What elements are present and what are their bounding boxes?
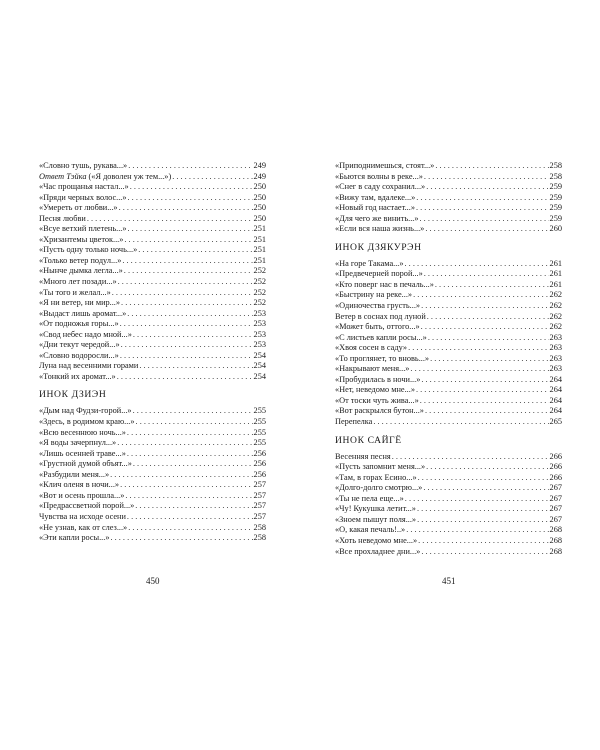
section-heading: ИНОК САЙГЁ (335, 434, 402, 446)
toc-entry-title: «Только ветер подул...» (39, 255, 122, 265)
toc-entry-page: 259 (549, 213, 562, 223)
dot-leader (418, 536, 548, 547)
toc-entry (39, 340, 266, 351)
dot-leader (133, 406, 253, 417)
toc-entry (335, 301, 562, 312)
toc-list (335, 259, 562, 428)
toc-entry-title: Перепелка (335, 417, 373, 427)
toc-entry (39, 449, 266, 460)
toc-entry-page: 258 (253, 522, 266, 532)
toc-entry-page: 259 (549, 203, 562, 213)
dot-leader (426, 462, 548, 473)
toc-entry-title (39, 172, 171, 183)
toc-entry-page: 257 (253, 501, 266, 511)
toc-entry (39, 428, 266, 439)
toc-entry-page: 253 (253, 308, 266, 318)
toc-entry (335, 385, 562, 396)
toc-entry-title: «Ты не пела еще...» (335, 493, 404, 503)
toc-entry (39, 245, 266, 256)
dot-leader (127, 428, 253, 439)
toc-entry-page: 262 (549, 290, 562, 300)
toc-entry-title: «Клич оленя в ночи...» (39, 480, 120, 490)
toc-entry (335, 473, 562, 484)
dot-leader (406, 525, 548, 536)
toc-entry-title: «Хоть неведомо мне...» (335, 535, 418, 545)
toc-entry (39, 298, 266, 309)
toc-entry (335, 462, 562, 473)
dot-leader (122, 256, 252, 267)
dot-leader (118, 277, 253, 288)
toc-entry (335, 375, 562, 386)
toc-entry-title: Весенняя песня (335, 451, 391, 461)
toc-entry (39, 523, 266, 534)
dot-leader (392, 452, 549, 463)
dot-leader (416, 385, 549, 396)
toc-entry-title: «Вот раскрылся бутон...» (335, 406, 424, 416)
toc-entry-title: Ветер в соснах под луной (335, 311, 426, 321)
toc-entry-page: 262 (549, 311, 562, 321)
toc-entry (335, 452, 562, 463)
toc-entry-page: 266 (549, 472, 562, 482)
toc-entry-page: 251 (253, 245, 266, 255)
toc-entry (39, 203, 266, 214)
toc-entry (335, 322, 562, 333)
toc-entry-page: 253 (253, 319, 266, 329)
toc-entry-page: 267 (549, 493, 562, 503)
dot-leader (413, 290, 548, 301)
toc-entry-page: 255 (253, 417, 266, 427)
toc-entry-title: «Может быть, оттого...» (335, 322, 420, 332)
toc-entry-page: 259 (549, 182, 562, 192)
page-number: 451 (442, 576, 456, 586)
toc-entry-title: «От подножья горы...» (39, 319, 119, 329)
toc-entry-title: «Ты того и желал...» (39, 287, 111, 297)
dot-leader (128, 193, 253, 204)
toc-entry (39, 277, 266, 288)
toc-entry-page: 257 (253, 490, 266, 500)
toc-entry-page: 264 (549, 406, 562, 416)
toc-list (39, 161, 266, 382)
toc-entry (335, 269, 562, 280)
dot-leader (435, 280, 549, 291)
toc-entry-page: 250 (253, 192, 266, 202)
toc-entry-page: 258 (253, 533, 266, 543)
dot-leader (426, 182, 548, 193)
toc-entry-title: «Словно водоросли...» (39, 350, 119, 360)
toc-entry-page: 258 (549, 161, 562, 170)
toc-entry (335, 172, 562, 183)
toc-entry-title: «Не узнав, как от слез...» (39, 522, 128, 532)
toc-entry-title: «Пусть одну только ночь...» (39, 245, 138, 255)
toc-entry (39, 501, 266, 512)
toc-entry-page: 251 (253, 234, 266, 244)
section-heading: ИНОК ДЗИЭН (39, 389, 107, 401)
toc-entry-title: «Пробудилась в ночи...» (335, 374, 421, 384)
toc-entry (335, 396, 562, 407)
toc-entry (39, 361, 266, 372)
toc-entry-page: 259 (549, 192, 562, 202)
toc-entry-title: Песня любви (39, 213, 86, 223)
dot-leader (124, 266, 253, 277)
toc-entry-page: 251 (253, 255, 266, 265)
toc-entry-title: «Словно тушь, рукава...» (39, 161, 128, 170)
toc-entry-title: «Лишь осенней траве...» (39, 448, 126, 458)
toc-entry (39, 319, 266, 330)
dot-leader (120, 351, 253, 362)
toc-list (335, 452, 562, 557)
dot-leader (124, 235, 252, 246)
dot-leader (125, 491, 252, 502)
toc-entry-title: «Всю весеннюю ночь...» (39, 427, 126, 437)
left-page-toc (39, 161, 266, 544)
dot-leader (127, 309, 252, 320)
dot-leader (417, 515, 548, 526)
toc-entry (39, 266, 266, 277)
toc-entry-page: 263 (549, 343, 562, 353)
toc-entry (39, 351, 266, 362)
toc-entry (335, 525, 562, 536)
toc-entry-title: «Дни текут чередой...» (39, 340, 120, 350)
toc-entry-page: 267 (549, 483, 562, 493)
toc-entry (39, 309, 266, 320)
toc-entry-page: 256 (253, 459, 266, 469)
dot-leader (138, 245, 252, 256)
toc-entry (335, 417, 562, 428)
toc-entry-page: 253 (253, 329, 266, 339)
toc-entry-title-italic: Ответ Тэйка (39, 171, 87, 181)
toc-entry (335, 182, 562, 193)
dot-leader (128, 224, 253, 235)
toc-entry-title: «Нет, неведомо мне...» (335, 385, 415, 395)
dot-leader (416, 203, 549, 214)
dot-leader (136, 417, 253, 428)
toc-entry-page: 268 (549, 535, 562, 545)
toc-entry (39, 256, 266, 267)
toc-entry-page: 257 (253, 511, 266, 521)
toc-entry-page: 255 (253, 406, 266, 416)
toc-entry-page: 250 (253, 203, 266, 213)
toc-entry (39, 372, 266, 383)
dot-leader (424, 172, 549, 183)
toc-entry-title: «Много лет позади...» (39, 277, 117, 287)
dot-leader (408, 343, 548, 354)
toc-entry-page: 264 (549, 395, 562, 405)
toc-entry-title: «На горе Такама...» (335, 258, 404, 268)
toc-entry (39, 470, 266, 481)
dot-leader (430, 354, 548, 365)
toc-entry-title: «Хвоя сосен в саду» (335, 343, 408, 353)
toc-entry-page: 262 (549, 322, 562, 332)
toc-entry-page: 263 (549, 332, 562, 342)
toc-entry-title: «Одиночества грусть...» (335, 301, 421, 311)
toc-entry-title: «Дым над Фудзи-горой...» (39, 406, 132, 416)
toc-entry (335, 494, 562, 505)
toc-entry-title: «Кто поверг нас в печаль...» (335, 279, 434, 289)
toc-entry-page: 261 (549, 258, 562, 268)
toc-entry-page: 267 (549, 504, 562, 514)
toc-entry-title: «Накрывают меня...» (335, 364, 410, 374)
dot-leader (416, 193, 548, 204)
toc-entry-page: 254 (253, 371, 266, 381)
toc-entry-page: 257 (253, 480, 266, 490)
toc-entry-title: «То проглянет, то вновь...» (335, 353, 430, 363)
toc-entry-page: 265 (549, 417, 562, 427)
toc-entry (335, 193, 562, 204)
toc-entry-page: 254 (253, 350, 266, 360)
toc-entry-title: «Нынче дымка легла...» (39, 266, 123, 276)
toc-entry-page: 264 (549, 374, 562, 384)
toc-entry (335, 224, 562, 235)
toc-entry-page: 249 (253, 171, 266, 181)
dot-leader (119, 203, 253, 214)
dot-leader (117, 438, 252, 449)
dot-leader (121, 340, 253, 351)
dot-leader (133, 330, 253, 341)
dot-leader (425, 406, 549, 417)
toc-entry-page: 266 (549, 451, 562, 461)
toc-entry (335, 312, 562, 323)
dot-leader (421, 375, 548, 386)
toc-entry-page: 264 (549, 385, 562, 395)
toc-entry-title: «Если вся наша жизнь...» (335, 224, 425, 234)
dot-leader (420, 396, 549, 407)
toc-entry-page: 252 (253, 298, 266, 308)
toc-entry-title: «Здесь, в родимом краю...» (39, 417, 135, 427)
toc-entry (39, 330, 266, 341)
dot-leader (121, 298, 253, 309)
toc-entry-title: «Я воды зачерпнул...» (39, 438, 117, 448)
toc-entry (335, 483, 562, 494)
toc-entry-page: 252 (253, 287, 266, 297)
dot-leader (421, 322, 549, 333)
toc-entry (335, 343, 562, 354)
toc-entry (39, 459, 266, 470)
toc-entry (335, 280, 562, 291)
toc-entry (335, 536, 562, 547)
toc-entry (39, 172, 266, 183)
toc-entry-page: 255 (253, 438, 266, 448)
toc-entry-page: 256 (253, 469, 266, 479)
toc-entry (39, 193, 266, 204)
toc-entry (39, 480, 266, 491)
section-heading: ИНОК ДЗЯКУРЭН (335, 241, 422, 253)
toc-entry (335, 259, 562, 270)
dot-leader (435, 161, 548, 172)
dot-leader (418, 473, 549, 484)
toc-entry-title: «Тонкий их аромат...» (39, 371, 116, 381)
toc-entry-title: «От тоски чуть жива...» (335, 395, 419, 405)
toc-entry (335, 406, 562, 417)
dot-leader (127, 449, 253, 460)
dot-leader (110, 470, 252, 481)
toc-entry-title: «Эти капли росы...» (39, 533, 110, 543)
dot-leader (117, 372, 253, 383)
dot-leader (421, 301, 548, 312)
toc-entry-page: 266 (549, 462, 562, 472)
toc-entry-title: «Снег в саду сохранил...» (335, 182, 426, 192)
toc-entry-page: 255 (253, 427, 266, 437)
toc-entry (39, 438, 266, 449)
toc-entry-page: 254 (253, 361, 266, 371)
toc-entry-page: 261 (549, 279, 562, 289)
dot-leader (135, 501, 252, 512)
toc-entry (39, 161, 266, 172)
dot-leader (112, 288, 253, 299)
toc-entry-title: «Свод небес надо мной...» (39, 329, 132, 339)
toc-entry-title: Луна над весенними горами (39, 361, 139, 371)
toc-entry-page: 263 (549, 364, 562, 374)
toc-entry-title-rest: («Я доволен уж тем...») (86, 171, 172, 181)
dot-leader (405, 494, 549, 505)
toc-entry-page: 263 (549, 353, 562, 363)
dot-leader (128, 161, 252, 172)
dot-leader (373, 417, 548, 428)
toc-entry (335, 547, 562, 558)
toc-entry-title: «Долго-долго смотрю...» (335, 483, 423, 493)
toc-entry-title: «Зноем пышут поля...» (335, 514, 417, 524)
toc-entry (39, 533, 266, 544)
dot-leader (428, 333, 549, 344)
toc-entry (39, 182, 266, 193)
toc-entry-title: «Новый год настает...» (335, 203, 415, 213)
toc-entry (39, 406, 266, 417)
toc-entry-title: «Чу! Кукушка летит...» (335, 504, 416, 514)
toc-entry-page: 250 (253, 182, 266, 192)
toc-entry (39, 512, 266, 523)
toc-entry (335, 161, 562, 172)
toc-entry-title: «С листьев капли росы...» (335, 332, 427, 342)
toc-entry-title: «Вижу там, вдалеке...» (335, 192, 416, 202)
toc-entry (39, 491, 266, 502)
toc-entry-title: «Приподнимешься, стоят...» (335, 161, 435, 170)
dot-leader (420, 214, 549, 225)
toc-entry (39, 235, 266, 246)
toc-entry-title: «Там, в горах Есино...» (335, 472, 417, 482)
toc-entry-title: «Предрассветной порой...» (39, 501, 135, 511)
right-page-toc (335, 161, 562, 557)
toc-entry-title: «Бьются волны в реке...» (335, 171, 423, 181)
dot-leader (87, 214, 253, 225)
toc-entry-title: «Я ни ветер, ни мир...» (39, 298, 121, 308)
toc-list (335, 161, 562, 235)
toc-entry-title: «Вот и осень прошла...» (39, 490, 125, 500)
dot-leader (120, 319, 253, 330)
toc-entry (335, 354, 562, 365)
dot-leader (133, 459, 253, 470)
dot-leader (127, 512, 253, 523)
toc-entry (335, 290, 562, 301)
toc-entry-page: 262 (549, 301, 562, 311)
toc-entry (39, 224, 266, 235)
toc-entry-title: «О, какая печаль!..» (335, 525, 406, 535)
toc-entry (335, 364, 562, 375)
dot-leader (421, 547, 548, 558)
toc-entry-title: «Выдаст лишь аромат...» (39, 308, 127, 318)
toc-entry (335, 203, 562, 214)
toc-entry-page: 253 (253, 340, 266, 350)
toc-entry-title: «Для чего же винить...» (335, 213, 419, 223)
dot-leader (417, 504, 549, 515)
toc-entry-title: «Быстрину на реке...» (335, 290, 413, 300)
page-number: 450 (146, 576, 160, 586)
dot-leader (172, 172, 252, 183)
toc-entry-page: 268 (549, 546, 562, 556)
dot-leader (410, 364, 548, 375)
dot-leader (130, 182, 253, 193)
toc-entry-title: «Час прощанья настал...» (39, 182, 129, 192)
toc-entry-title: «Предвечерней порой...» (335, 269, 423, 279)
toc-entry-title: «Пряди черных волос...» (39, 192, 127, 202)
toc-entry-title: «Разбудили меня...» (39, 469, 110, 479)
toc-entry-title: «Грустной думой объят...» (39, 459, 132, 469)
toc-entry-page: 260 (549, 224, 562, 234)
dot-leader (405, 259, 549, 270)
dot-leader (424, 269, 549, 280)
toc-entry-title: Чувства на исходе осени (39, 511, 126, 521)
toc-list (39, 406, 266, 543)
toc-entry (39, 417, 266, 428)
toc-entry-page: 267 (549, 514, 562, 524)
toc-entry-title: «Умереть от любви...» (39, 203, 118, 213)
toc-entry (335, 333, 562, 344)
toc-entry-page: 249 (253, 161, 266, 170)
dot-leader (427, 312, 549, 323)
toc-entry-title: «Все прохладнее дни...» (335, 546, 421, 556)
dot-leader (128, 523, 252, 534)
dot-leader (425, 224, 548, 235)
toc-entry-page: 251 (253, 224, 266, 234)
toc-entry-page: 252 (253, 266, 266, 276)
dot-leader (110, 533, 252, 544)
toc-entry-title: «Хризантемы цветок...» (39, 234, 124, 244)
dot-leader (120, 480, 252, 491)
toc-entry-title: «Пусть запомнит меня...» (335, 462, 426, 472)
toc-entry (39, 214, 266, 225)
toc-entry-page: 268 (549, 525, 562, 535)
toc-entry-page: 256 (253, 448, 266, 458)
dot-leader (139, 361, 252, 372)
toc-entry (335, 504, 562, 515)
toc-entry-page: 252 (253, 277, 266, 287)
toc-entry-page: 261 (549, 269, 562, 279)
toc-entry (335, 515, 562, 526)
toc-entry (39, 288, 266, 299)
toc-entry-page: 258 (549, 171, 562, 181)
toc-entry-title: «Всуе ветхий плетень...» (39, 224, 127, 234)
toc-entry (335, 214, 562, 225)
toc-entry-page: 250 (253, 213, 266, 223)
dot-leader (423, 483, 548, 494)
